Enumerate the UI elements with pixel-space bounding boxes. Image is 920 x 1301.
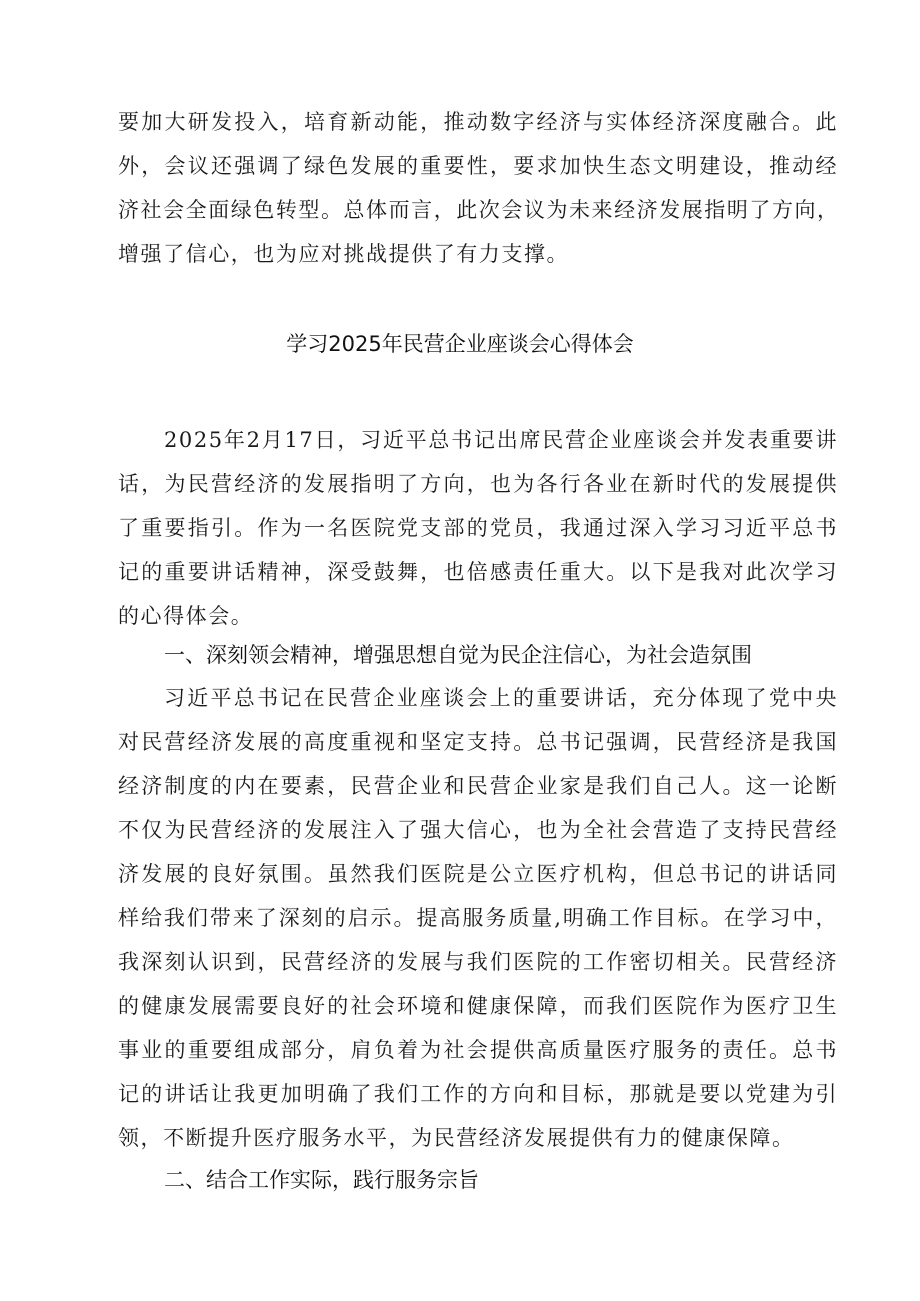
section-heading: 二、结合工作实际，践行服务宗旨 [164,1168,479,1192]
paragraph-line: 经济制度的内在要素，民营企业和民营企业家是我们自己人。这一论断 [118,774,838,798]
paragraph-line: 的健康发展需要良好的社会环境和健康保障，而我们医院作为医疗卫生 [118,994,838,1018]
paragraph-line: 对民营经济发展的高度重视和坚定支持。总书记强调，民营经济是我国 [118,730,838,754]
paragraph-line: 我深刻认识到，民营经济的发展与我们医院的工作密切相关。民营经济 [118,950,838,974]
paragraph-line: 了重要指引。作为一名医院党支部的党员，我通过深入学习习近平总书 [118,516,838,540]
article-title: 学习2025年民营企业座谈会心得体会 [286,332,634,356]
paragraph-line: 济发展的良好氛围。虽然我们医院是公立医疗机构，但总书记的讲话同 [118,862,838,886]
paragraph-line: 话，为民营经济的发展指明了方向，也为各行各业在新时代的发展提供 [118,472,838,496]
paragraph-line: 济社会全面绿色转型。总体而言，此次会议为未来经济发展指明了方向， [118,198,840,222]
paragraph-line: 记的讲话让我更加明确了我们工作的方向和目标，那就是要以党建为引 [118,1082,838,1106]
paragraph-line: 外，会议还强调了绿色发展的重要性，要求加快生态文明建设，推动经 [118,154,838,178]
paragraph-line: 领，不断提升医疗服务水平，为民营经济发展提供有力的健康保障。 [118,1126,795,1150]
paragraph-line: 习近平总书记在民营企业座谈会上的重要讲话，充分体现了党中央 [164,686,838,710]
paragraph-line: 增强了信心，也为应对挑战提供了有力支撑。 [118,242,569,266]
paragraph-line: 样给我们带来了深刻的启示。提高服务质量,明确工作目标。在学习中， [118,906,838,930]
paragraph-line: 要加大研发投入，培育新动能，推动数字经济与实体经济深度融合。此 [118,110,838,134]
paragraph-line: 不仅为民营经济的发展注入了强大信心，也为全社会营造了支持民营经 [118,818,838,842]
section-heading: 一、深刻领会精神，增强思想自觉为民企注信心，为社会造氛围 [164,643,752,667]
paragraph-line: 2025年2月17日，习近平总书记出席民营企业座谈会并发表重要讲 [164,428,838,452]
paragraph-line: 记的重要讲话精神，深受鼓舞，也倍感责任重大。以下是我对此次学习 [118,560,838,584]
paragraph-line: 事业的重要组成部分，肩负着为社会提供高质量医疗服务的责任。总书 [118,1038,838,1062]
paragraph-line: 的心得体会。 [118,604,254,628]
